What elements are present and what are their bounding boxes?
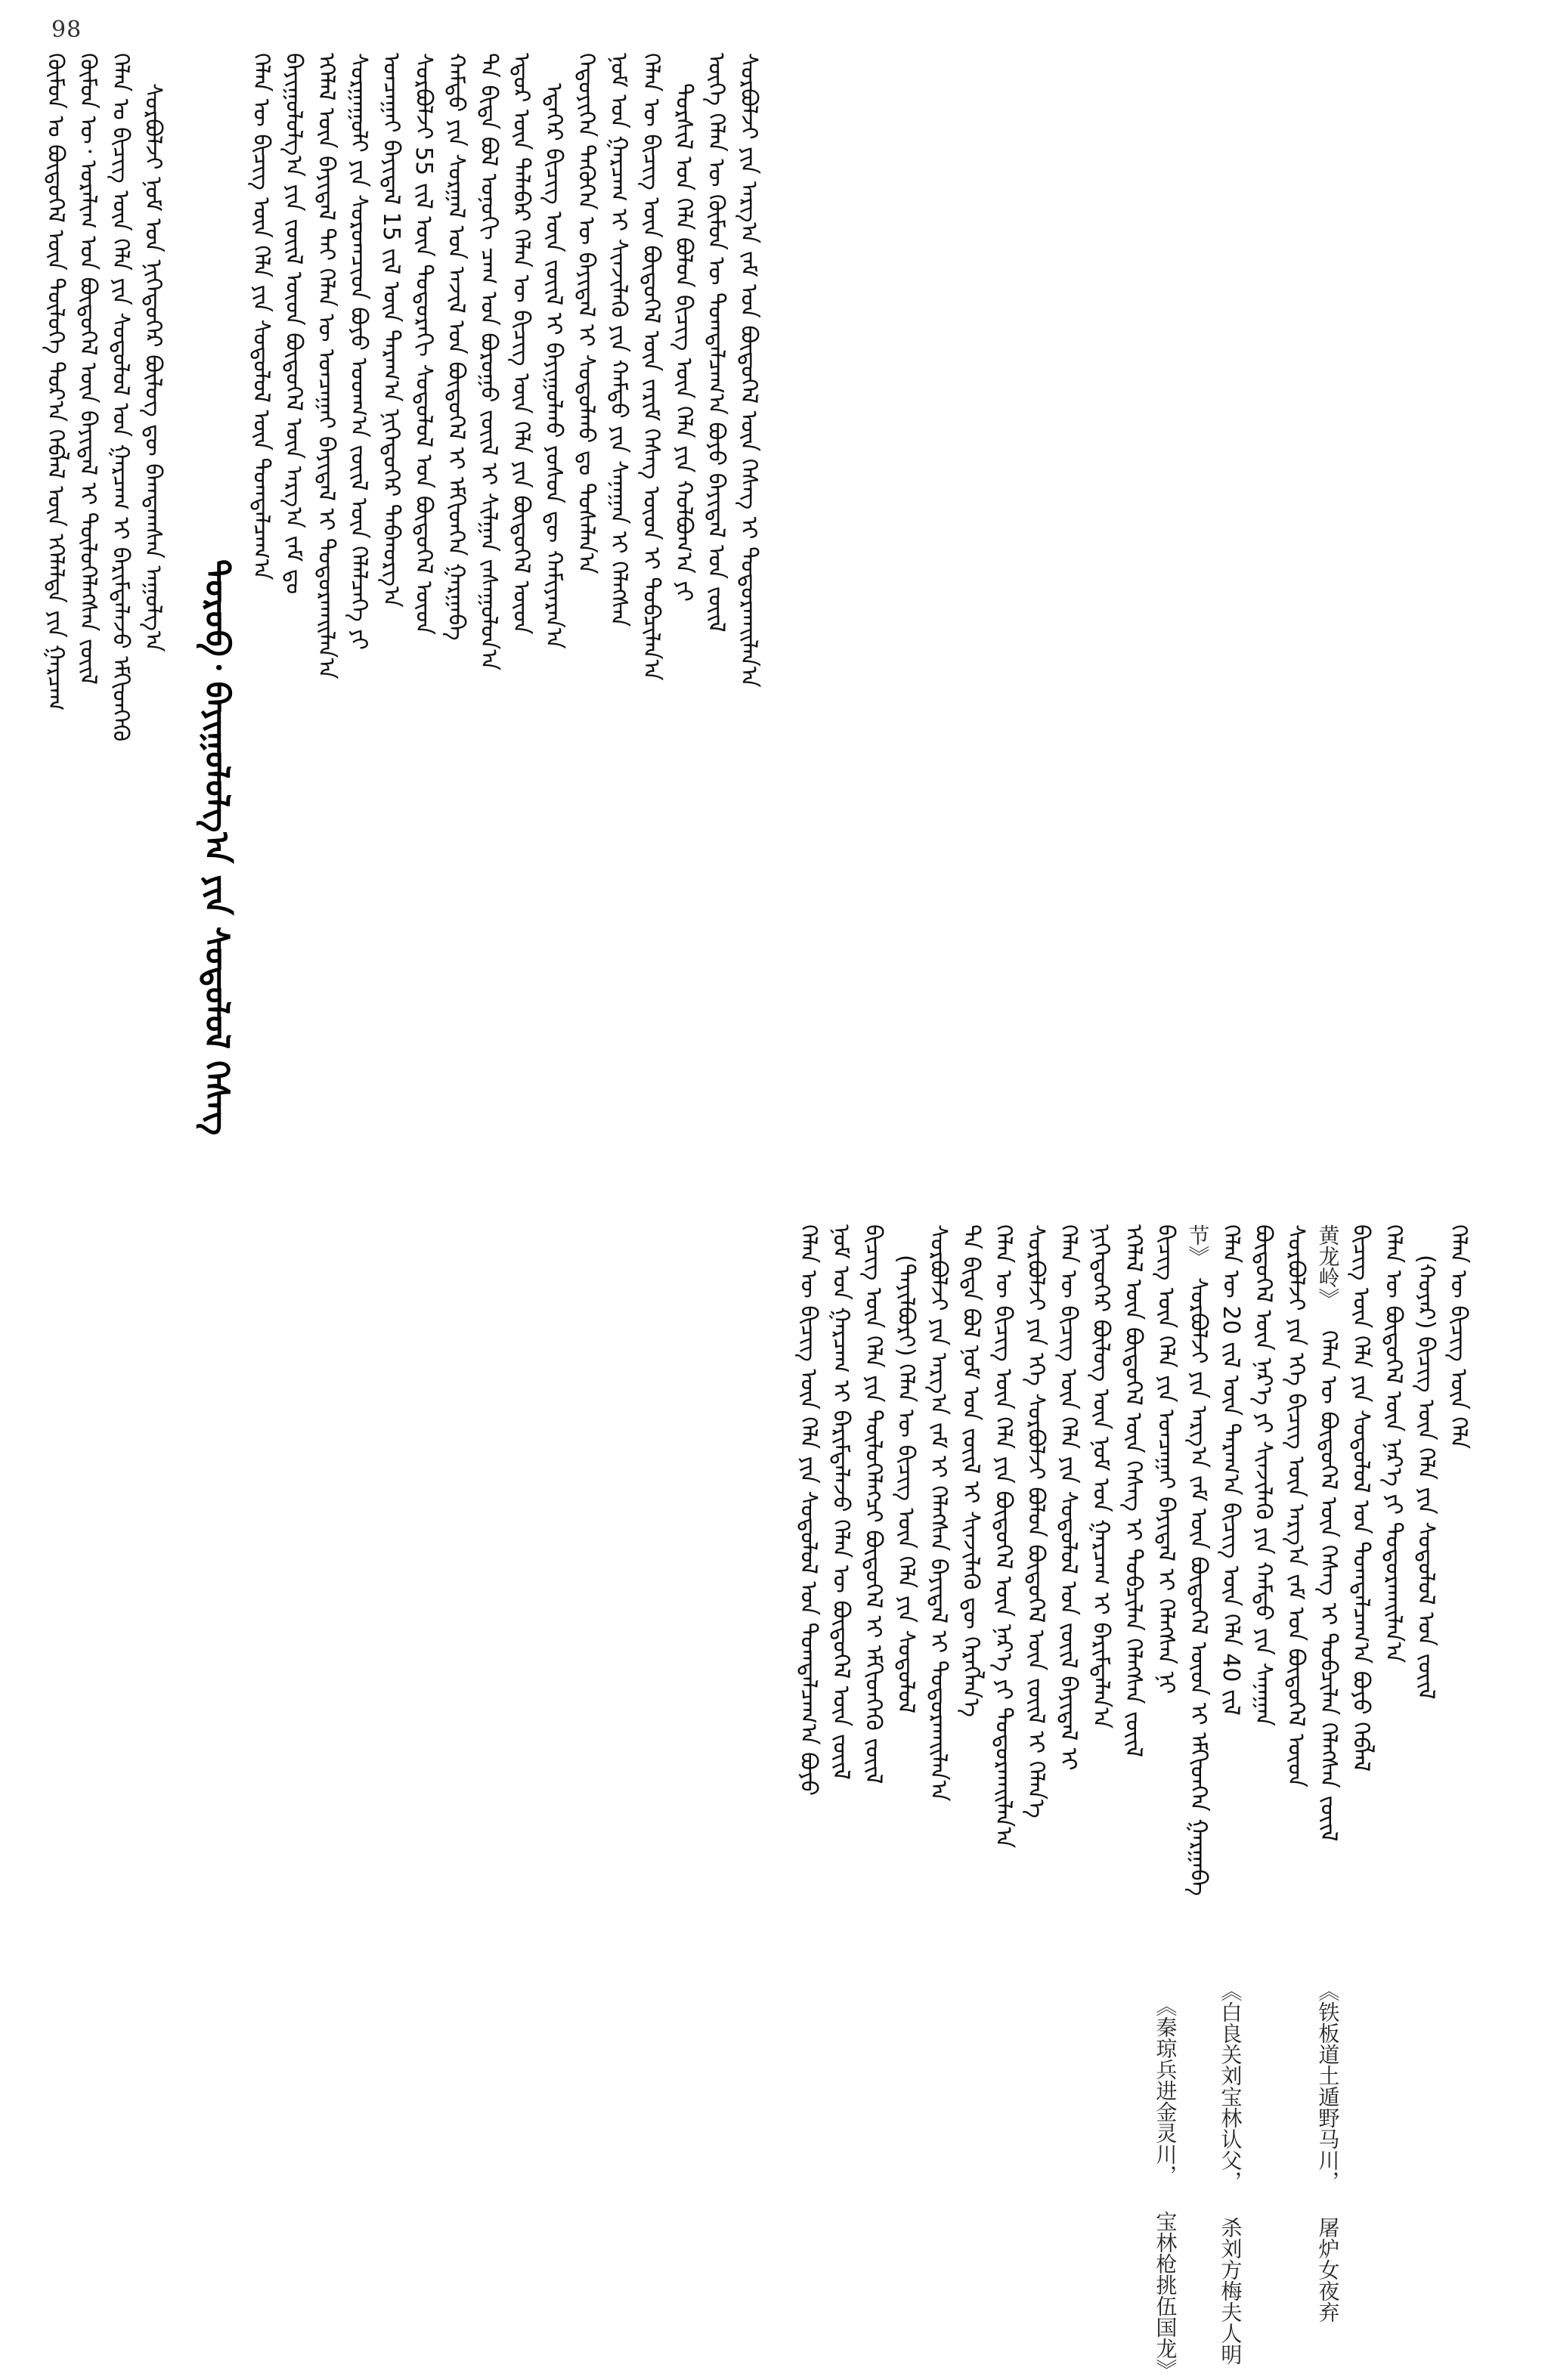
text-line: ᠬᠡᠯᠡᠨ ᠦ ᠪᠦᠲᠦᠭᠡᠯ ᠦᠨ ᠨᠡᠷ᠎ᠡ ᠶᠢ ᠲᠣᠳᠣᠷᠬᠠᠢᠯᠠᠨ᠎ᠠ: [1380, 1224, 1407, 1664]
text-line: ᠪᠢᠴᠢᠭ ᠦᠨ ᠬᠡᠯᠡ ᠶᠢᠨ ᠣᠨᠴᠠᠭᠠᠢ ᠪᠠᠶᠢᠳᠠᠯ ᠢ ᠬᠡᠯᠡᠭᠰᠡᠨ ᠨᠢ: [1153, 1224, 1179, 1694]
text-line: ᠡᠬᠡᠯᠡᠯ ᠦᠨ ᠪᠠᠶᠢᠳᠠᠯ ᠲᠠᠢ ᠬᠡᠯᠡᠨ ᠦ ᠤᠨᠴᠠᠭᠠᠢ ᠪᠠᠶᠢᠳᠠᠯ ᠢ ᠲᠣᠳᠣᠷᠬᠠᠢᠯᠠᠨ᠎ᠠ: [313, 53, 339, 679]
text-line: (ᠬᠣᠶᠠᠷ) ᠪᠢᠴᠢᠭ ᠦᠨ ᠬᠡᠯᠡ ᠶᠢᠨ ᠰᠤᠳᠤᠯᠤᠯ ᠤᠨ ᠵᠦᠢᠯ: [1413, 1255, 1439, 1700]
text-line: ᠲᠠ ᠪᠢᠳᠡ ᠪᠣᠯ ᠤᠨᠤᠬᠢ ᠴᠠᠭ ᠤᠨ ᠪᠤᠷᠤᠭᠤ ᠵᠦᠢᠯ ᠢ ᠰᠢᠯᠭᠠᠨ ᠵᠠᠰᠠᠭᠤᠯᠤᠨ᠎ᠠ: [475, 53, 502, 671]
text-line: ᠪᠠᠶᠢᠭᠤᠯᠤᠯᠭ᠎ᠠ ᠶᠢᠨ ᠵᠦᠢᠯ ᠦᠳ ᠪᠦᠲᠦᠭᠡᠯ ᠦᠨ ᠠᠷᠭ᠎ᠠ ᠵᠠᠮ ᠳᠤ: [280, 53, 307, 595]
cjk-fragment: 《白良关刘宝林认父， 杀刘方梅夫人明: [1218, 1980, 1243, 2365]
text-line: ᠰᠤᠷᠪᠤᠯᠵᠢ ᠶᠢᠨ ᠡᠬᠡ ᠰᠤᠷᠪᠤᠯᠵᠢ ᠪᠣᠯᠤᠨ ᠪᠦᠲᠦᠭᠡᠯ ᠦᠨ ᠵᠦᠢᠯ ᠢ ᠬᠡᠯᠡᠨ᠎ᠡ: [1023, 1224, 1049, 1818]
text-line: ᠬᠦᠮᠦᠨ ᠦ᠂ ᠤᠷᠠᠯᠢᠭ ᠤᠨ ᠪᠦᠲᠦᠭᠡᠯ ᠦᠨ ᠪᠠᠶᠢᠳᠠᠯ ᠢ ᠲᠥᠯᠥᠭᠡᠯᠡᠭᠰᠡᠨ ᠵᠦᠢᠯ: [75, 53, 101, 685]
text-line: ᠡᠳᠡᠭᠡᠷ ᠪᠢᠴᠢᠭ ᠦᠨ ᠵᠦᠢᠯ ᠢ ᠪᠠᠶᠢᠭᠤᠯᠬᠤ ᠶᠤᠰᠤᠨ ᠳᠦ ᠬᠠᠮᠢᠶᠠᠷᠠᠨ᠎ᠠ: [540, 83, 567, 649]
cjk-fragment: 节》: [1185, 1224, 1211, 1267]
cjk-fragment: 《铁板道土遁野马川， 屠炉女夜弃: [1315, 1980, 1341, 2323]
cjk-fragment: 《秦琼兵进金灵川， 宝林枪挑伍国龙》: [1153, 1995, 1178, 2380]
text-line: ᠰᠤᠷᠭᠠᠭᠤᠯᠢ ᠶᠢᠨ ᠰᠤᠷᠤᠭᠴᠢᠳ ᠪᠤᠶᠤ ᠤᠳᠬ᠎ᠠ ᠵᠦᠢᠯ ᠦᠨ ᠬᠡᠯᠡᠯᠴᠡᠭᠡ ᠶᠢ: [345, 53, 372, 650]
text-line: ᠬᠠᠮᠲᠤ ᠶᠢᠨ ᠰᠤᠷᠭᠠᠯ ᠤᠨ ᠠᠵᠢᠯ ᠤᠨ ᠪᠦᠲᠦᠭᠡᠯ ᠢ ᠡᠮᠬᠢᠳᠬᠡᠨ ᠭᠠᠷᠭᠠᠪᠠ: [443, 53, 469, 641]
text-line: ᠳᠤᠷᠰᠢᠯ ᠤᠨ ᠬᠡᠯᠡ ᠪᠣᠯᠤᠨ ᠪᠢᠴᠢᠭ ᠦᠨ ᠬᠡᠯᠡ ᠶᠢᠨ ᠬᠣᠯᠪᠣᠭ᠎ᠠ ᠶᠢ: [670, 83, 697, 602]
text-line: ᠰᠤᠷᠪᠤᠯᠵᠢ ᠶᠢᠨ ᠠᠷᠭ᠎ᠠ ᠵᠠᠮ ᠢ ᠬᠡᠯᠡᠭᠰᠡᠨ ᠪᠠᠶᠢᠳᠠᠯ ᠢ ᠲᠣᠳᠣᠷᠬᠠᠢᠯᠠᠨ᠎ᠠ: [925, 1224, 952, 1802]
text-line: ᠦᠬᠡ ᠬᠡᠯᠡᠨ ᠦ ᠬᠦᠮᠦᠨ ᠦ ᠲᠣᠭᠲᠠᠯᠴᠠᠭ᠎ᠠ ᠪᠤᠶᠤ ᠪᠠᠶᠢᠳᠠᠯ ᠤᠨ ᠵᠦᠢᠯ: [703, 53, 729, 633]
section-heading: ᠳᠣᠷᠤᠪ᠂ ᠪᠠᠶᠢᠭᠤᠯᠤᠯᠭ᠎ᠠ ᠶᠢᠨ ᠰᠤᠳᠤᠯᠤᠯ ᠬᠡᠰᠡᠭ: [197, 559, 236, 1136]
text-line: ᠬᠡᠯᠡᠨ ᠦ ᠪᠢᠴᠢᠭ ᠦᠨ ᠪᠦᠲᠦᠭᠡᠯ ᠦᠨ ᠵᠠᠷᠢᠮ ᠬᠡᠰᠡᠭ ᠦᠳ ᠢ ᠲᠣᠪᠴᠢᠯᠠᠨ᠎ᠠ: [638, 53, 664, 681]
text-line: (ᠲᠠᠶᠢᠯᠪᠤᠷᠢ) ᠬᠡᠯᠡᠨ ᠦ ᠪᠢᠴᠢᠭ ᠦᠨ ᠬᠡᠯᠡ ᠶᠢᠨ ᠰᠤᠳᠤᠯᠤᠯ: [893, 1255, 919, 1714]
text-line: ᠨᠣᠮ ᠤᠨ ᠭᠠᠷᠴᠠᠭ ᠢ ᠪᠠᠷᠢᠮᠲᠠᠯᠠᠵᠤ ᠬᠡᠯᠡᠨ ᠦ ᠪᠦᠲᠦᠭᠡᠯ ᠦᠨ ᠵᠦᠢᠯ: [828, 1224, 854, 1780]
text-line: ᠰᠤᠷᠪᠤᠯᠵᠢ ᠨᠣᠮ ᠤᠨ ᠨᠢᠭᠡᠳᠦᠭᠡᠷ ᠪᠦᠯᠦᠭ ᠳᠦ ᠪᠠᠭᠲᠠᠭᠰᠠᠨ ᠠᠭᠤᠯᠭ᠎ᠠ: [140, 83, 166, 652]
text-line: ᠣᠨᠴᠠᠭᠠᠢ ᠪᠠᠶᠢᠳᠠᠯ 15 ᠵᠢᠯ ᠦᠨ ᠳᠠᠷᠠᠭ᠎ᠠ ᠨᠢᠭᠡᠳᠦᠭᠡᠷ ᠳᠠᠪᠬᠤᠷᠭ᠎ᠠ: [378, 53, 404, 608]
text-line: ᠬᠡᠯᠡᠨ ᠦ ᠪᠢᠴᠢᠭ ᠦᠨ ᠬᠡᠯᠡ ᠶᠢᠨ ᠰᠤᠳᠤᠯᠤᠯ ᠤᠨ ᠲᠣᠭᠲᠠᠯᠴᠠᠭ᠎ᠠ ᠪᠤᠶᠤ: [795, 1224, 822, 1796]
text-line: ᠲᠠ ᠪᠢᠳᠡ ᠪᠣᠯ ᠨᠣᠮ ᠤᠨ ᠵᠦᠢᠯ ᠢ ᠰᠢᠨᠵᠢᠯᠡᠬᠦ ᠳᠦ ᠬᠡᠷᠡᠭᠯᠡᠨ᠎ᠡ: [958, 1224, 984, 1717]
text-line: ᠪᠢᠴᠢᠭ ᠦᠨ ᠬᠡᠯᠡ ᠶᠢᠨ ᠲᠥᠯᠥᠭᠡᠯᠡᠭᠴᠢ ᠪᠦᠲᠦᠭᠡᠯ ᠢ ᠡᠮᠬᠢᠳᠬᠡᠬᠦ ᠵᠦᠢᠯ: [860, 1224, 887, 1784]
text-line: ᠬᠡᠯᠡᠨ ᠦ ᠪᠢᠴᠢᠭ ᠦᠨ ᠬᠡᠯᠡ ᠶᠢᠨ ᠰᠤᠳᠤᠯᠤᠯ ᠦᠨ ᠲᠣᠭᠲᠠᠯᠴᠠᠭ᠎ᠠ: [248, 53, 274, 580]
text-line: ᠨᠢᠭᠡᠳᠦᠭᠡᠷ ᠪᠦᠯᠦᠭ ᠦᠨ ᠨᠣᠮ ᠤᠨ ᠭᠠᠷᠴᠠᠭ ᠢ ᠪᠠᠷᠢᠮᠲᠠᠯᠠᠨ᠎ᠠ: [1088, 1224, 1114, 1729]
text-line: ᠰᠤᠷᠪᠤᠯᠵᠢ ᠶᠢᠨ ᠠᠷᠭ᠎ᠠ ᠵᠠᠮ ᠦᠨ ᠪᠦᠲᠦᠭᠡᠯ ᠦᠳ ᠢ ᠡᠮᠬᠢᠳᠬᠡᠨ ᠭᠠᠷᠭᠠᠪᠠ: [1185, 1277, 1212, 1896]
cjk-fragment: 黄龙岭》: [1315, 1224, 1341, 1309]
text-line: ᠰᠤᠷᠪᠤᠯᠵᠢ ᠶᠢᠨ ᠡᠬᠡ ᠪᠢᠴᠢᠭ ᠦᠨ ᠠᠷᠭ᠎ᠠ ᠵᠠᠮ ᠤᠨ ᠪᠦᠲᠦᠭᠡᠯ ᠦᠳ: [1283, 1224, 1309, 1787]
text-line: ᠬᠥᠮᠦᠨ ᠤ ᠪᠦᠲᠦᠭᠡᠯ ᠦᠨ ᠲᠥᠯᠥᠭᠡ ᠳᠤᠷ᠎ᠠ ᠬᠡᠪᠯᠡᠯ ᠦᠨ ᠡᠬᠡᠯᠡᠯᠲᠡ ᠶᠢᠨ ᠭᠠᠷᠴᠠᠭ: [42, 53, 69, 711]
text-line: ᠬᠡᠳᠦᠶᠢᠬᠡᠨ ᠲᠡᠭᠦᠬᠡᠨ ᠦ ᠪᠠᠶᠢᠳᠠᠯ ᠢ ᠰᠤᠳᠤᠯᠬᠤ ᠳᠤ ᠲᠤᠰᠠᠯᠠᠨ᠎ᠠ: [573, 53, 599, 574]
text-line: ᠡᠳᠦᠷ ᠦᠨ ᠲᠠᠯᠠᠪᠠᠷ ᠬᠡᠯᠡᠨ ᠦ ᠪᠢᠴᠢᠭ ᠦᠨ ᠬᠡᠯᠡ ᠶᠢᠨ ᠪᠦᠲᠦᠭᠡᠯ ᠦᠳ: [508, 53, 534, 635]
text-line: ᠨᠣᠮ ᠤᠨ ᠭᠠᠷᠴᠠᠭ ᠢ ᠰᠢᠨᠵᠢᠯᠡᠬᠦ ᠶᠢᠨ ᠬᠠᠮᠲᠤ ᠶᠢᠨ ᠰᠠᠨᠠᠭᠠᠨ ᠢ ᠬᠡᠯᠡᠭᠰᠡᠨ: [605, 53, 632, 627]
text-line: ᠪᠢᠴᠢᠭ ᠦᠨ ᠬᠡᠯᠡ ᠶᠢᠨ ᠰᠤᠳᠤᠯᠤᠯ ᠤᠨ ᠲᠣᠭᠲᠠᠯᠴᠠᠭ᠎ᠠ ᠪᠤᠶᠤ ᠬᠡᠪᠯᠡᠯ: [1348, 1224, 1374, 1772]
text-line: ᠡᠬᠡᠯᠡᠯ ᠦᠨ ᠪᠦᠲᠦᠭᠡᠯ ᠦᠨ ᠬᠡᠰᠡᠭ ᠢ ᠲᠣᠪᠴᠢᠯᠠᠨ ᠬᠡᠯᠡᠭᠰᠡᠨ ᠵᠦᠢᠯ: [1120, 1224, 1147, 1758]
text-line: ᠰᠤᠷᠪᠤᠯᠵᠢ 55 ᠵᠢᠯ ᠦᠨ ᠳᠣᠳᠣᠷᠠᠬᠢ ᠰᠤᠳᠤᠯᠤᠯ ᠤᠨ ᠪᠦᠲᠦᠭᠡᠯ ᠦᠳ: [410, 53, 437, 635]
text-line: ᠬᠡᠯᠡᠨ ᠦ 20 ᠵᠢᠯ ᠦᠨ ᠳᠠᠷᠠᠭ᠎ᠠ ᠪᠢᠴᠢᠭ ᠦᠨ ᠬᠡᠯᠡ 40 ᠵᠢᠯ: [1218, 1224, 1244, 1716]
text-line: ᠪᠦᠲᠦᠭᠡᠯ ᠦᠨ ᠨᠡᠷ᠎ᠡ ᠶᠢ ᠰᠢᠨᠵᠢᠯᠡᠬᠦ ᠶᠢᠨ ᠬᠠᠮᠲᠤ ᠶᠢᠨ ᠰᠠᠨᠠᠭᠠᠨ: [1250, 1224, 1277, 1726]
right-column: [774, 0, 1548, 2380]
left-column: [0, 0, 774, 2331]
text-line: ᠬᠡᠯᠡᠨ ᠦ ᠪᠢᠴᠢᠭ ᠦᠨ ᠬᠡᠯᠡ ᠶᠢᠨ ᠪᠦᠲᠦᠭᠡᠯ ᠦᠨ ᠨᠡᠷ᠎ᠡ ᠶᠢ ᠲᠣᠳᠣᠷᠬᠠᠢᠯᠠᠨ᠎ᠠ: [990, 1224, 1017, 1849]
page-number: 98: [51, 17, 82, 43]
text-line: ᠬᠡᠯᠡᠨ ᠦ ᠪᠦᠲᠦᠭᠡᠯ ᠦᠨ ᠬᠡᠰᠡᠭ ᠢ ᠲᠣᠪᠴᠢᠯᠠᠨ ᠬᠡᠯᠡᠭᠰᠡᠨ ᠵᠦᠢᠯ: [1315, 1330, 1342, 1842]
text-line: ᠰᠤᠷᠪᠤᠯᠵᠢ ᠶᠢᠨ ᠠᠷᠭ᠎ᠠ ᠵᠠᠮ ᠤᠨ ᠪᠦᠲᠦᠭᠡᠯ ᠦᠨ ᠬᠡᠰᠡᠭ ᠢ ᠲᠣᠳᠣᠷᠬᠠᠢᠯᠠᠨ᠎ᠠ: [735, 53, 762, 688]
text-line: ᠬᠡᠯᠡᠨ ᠦ ᠪᠢᠴᠢᠭ ᠦᠨ ᠬᠡᠯᠡ: [1445, 1224, 1472, 1450]
text-line: ᠬᠡᠯᠡᠨ ᠦ ᠪᠢᠴᠢᠭ ᠦᠨ ᠬᠡᠯᠡ ᠶᠢᠨ ᠰᠤᠳᠤᠯᠤᠯ ᠤᠨ ᠵᠦᠢᠯ ᠪᠠᠶᠢᠳᠠᠯ ᠢ: [1055, 1224, 1082, 1771]
text-line: ᠬᠡᠯᠡᠨ ᠤ ᠪᠢᠴᠢᠭ ᠦᠨ ᠬᠡᠯᠡ ᠶᠢᠨ ᠰᠤᠳᠤᠯᠤᠯ ᠤᠨ ᠭᠠᠷᠴᠠᠭ ᠢ ᠪᠠᠷᠢᠮᠲᠠᠯᠠᠵᠤ ᠡᠮᠬᠢᠳᠬᠡᠬᠦ: [107, 53, 134, 742]
